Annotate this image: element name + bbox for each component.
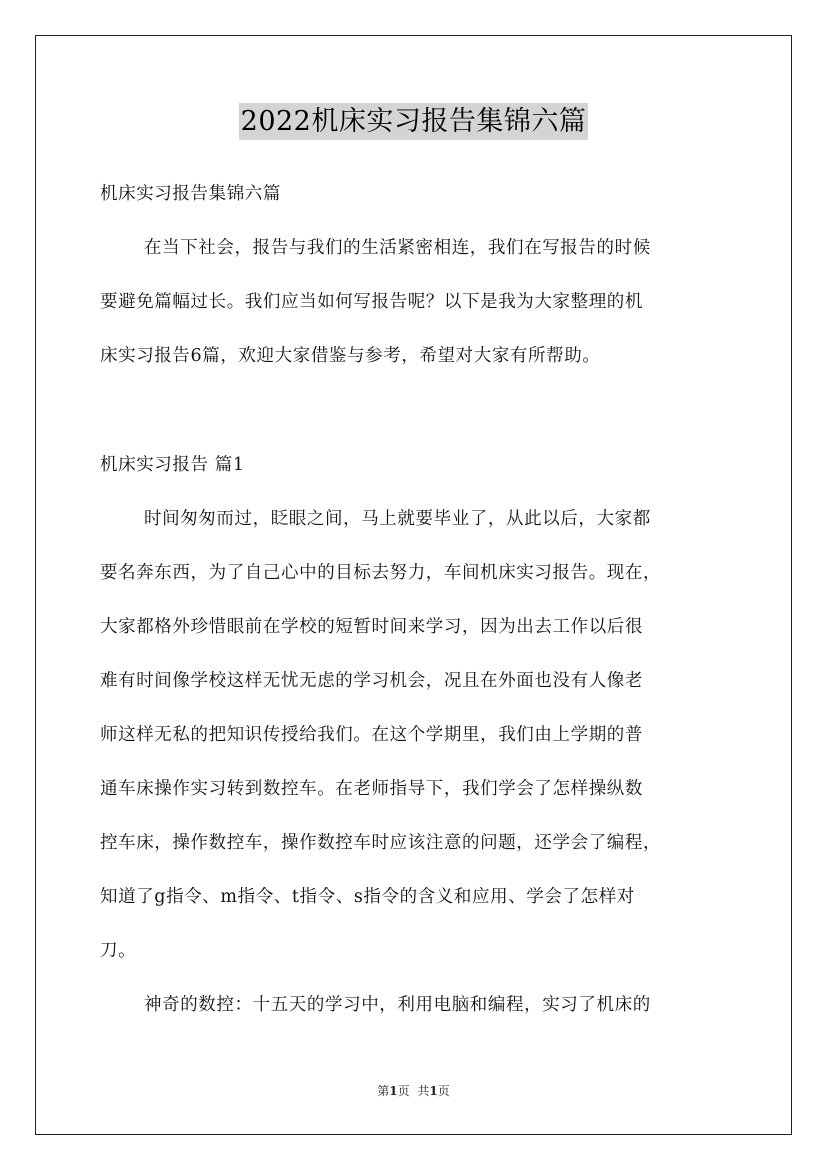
page-number: 1 [389,1084,398,1098]
paragraph-2 [100,978,740,1032]
document-subtitle-block [100,167,740,221]
total-unit: 页 [437,1084,450,1098]
paragraph-1 [100,492,740,978]
document-subtitle: 机床实习报告集锦六篇 [100,184,281,204]
total-prefix: 共 [417,1084,430,1098]
page-footer [0,1082,827,1099]
document-title: 2022机床实习报告集锦六篇 [239,103,589,140]
page-unit: 页 [397,1084,410,1098]
section-heading: 机床实习报告 篇1 [100,455,245,475]
title-container [0,103,827,140]
paragraph-line: 难有时间像学校这样无忧无虑的学习机会，况且在外面也没有人像老 [100,671,643,691]
paragraph-line: 刀。 [100,941,137,961]
paragraph-line: 床实习报告6篇，欢迎大家借鉴与参考，希望对大家有所帮助。 [100,346,601,366]
total-pages: 1 [429,1084,438,1098]
page-prefix: 第 [377,1084,390,1098]
paragraph-line: 神奇的数控：十五天的学习中，利用电脑和编程，实习了机床的 [144,995,651,1015]
paragraph-line: 知道了g指令、m指令、t指令、s指令的含义和应用、学会了怎样对 [100,887,635,907]
paragraph-line: 控车床，操作数控车，操作数控车时应该注意的问题，还学会了编程， [100,833,662,853]
section-heading-block [100,438,740,492]
paragraph-line: 大家都格外珍惜眼前在学校的短暂时间来学习，因为出去工作以后很 [100,617,643,637]
intro-paragraph [100,221,740,383]
paragraph-line: 要名奔东西，为了自己心中的目标去努力，车间机床实习报告。现在， [100,563,662,583]
paragraph-line: 通车床操作实习转到数控车。在老师指导下，我们学会了怎样操纵数 [100,779,643,799]
paragraph-line: 时间匆匆而过，眨眼之间，马上就要毕业了，从此以后，大家都 [144,509,651,529]
paragraph-line: 师这样无私的把知识传授给我们。在这个学期里，我们由上学期的普 [100,725,643,745]
paragraph-line: 在当下社会，报告与我们的生活紧密相连，我们在写报告的时候 [144,238,651,258]
paragraph-line: 要避免篇幅过长。我们应当如何写报告呢？以下是我为大家整理的机 [100,292,643,312]
